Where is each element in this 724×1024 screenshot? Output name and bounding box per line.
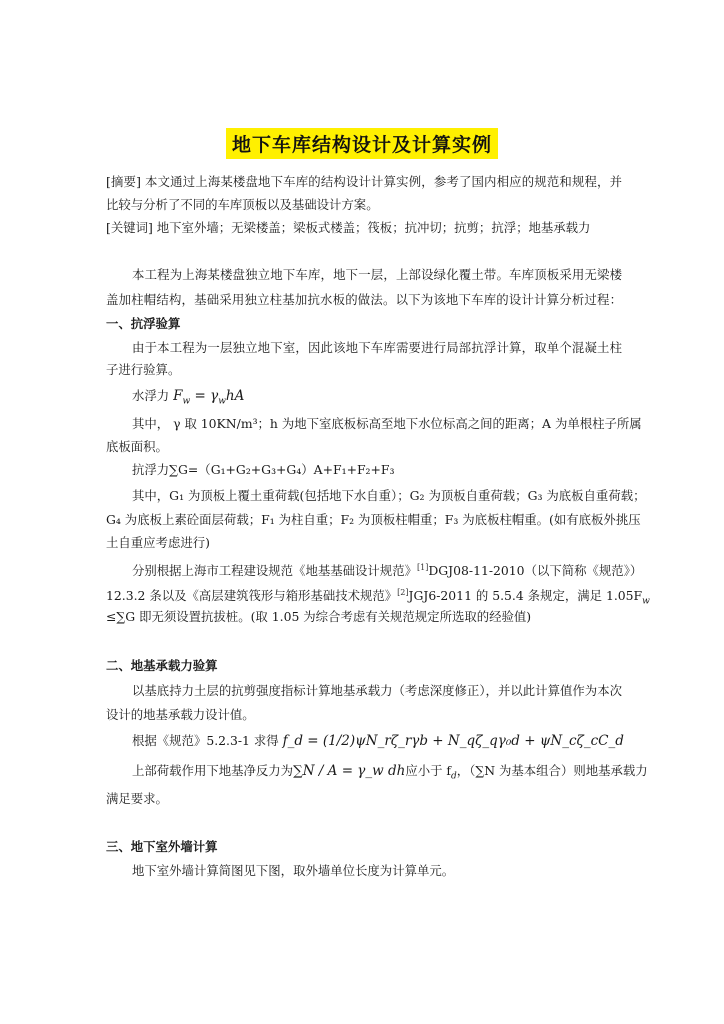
sec1-paragraph-line-1: 由于本工程为一层独立地下室，因此该地下车库需要进行局部抗浮计算，取单个混凝土柱 [132,340,622,355]
sec1-paragraph-line-2: 子进行验算。 [106,362,181,377]
intro-line-1: 本工程为上海某楼盘独立地下车库，地下一层，上部设绿化覆土带。车库顶板采用无梁楼 [132,267,622,282]
section-2-heading: 二、地基承载力验算 [106,658,218,673]
code-sub-w: w [642,596,650,607]
buoyancy-rhs: hA [225,388,245,404]
bearing-formula: f_d = (1/2)ψN_rζ_rγb + N_qζ_qγ₀d + ψN_cζ_cC_d [282,733,624,749]
reaction-sub-d: d [451,771,457,782]
code-text-d: JGJ6-2011 的 5.5.4 条规定，满足 1.05F [408,588,643,604]
where1-line-1: 其中， γ 取 10KN/m³；h 为地下室底板标高至地下水位标高之间的距离；A 为单根柱子所属 [132,416,642,431]
keywords: [关键词] 地下室外墙；无梁楼盖；梁板式楼盖；筏板；抗冲切；抗剪；抗浮；地基承载力 [106,220,591,235]
where2-line-2: G₄ 为底板上素砼面层荷载；F₁ 为柱自重；F₂ 为顶板柱帽重；F₃ 为底板柱帽重。(如有底板外挑压 [106,512,641,527]
abstract-line-1: [摘要] 本文通过上海某楼盘地下车库的结构设计计算实例，参考了国内相应的规范和规程，并 [106,174,622,189]
reaction-line-2: 满足要求。 [106,791,168,806]
sec2-paragraph-line-2: 设计的地基承载力设计值。 [106,707,255,722]
reaction-text-b: 应小于 f [405,763,452,778]
code-line-2 [106,585,650,610]
buoyancy-lhs: F [173,388,183,404]
section-3-heading: 三、地下室外墙计算 [106,839,218,854]
anti-buoyancy-formula: 抗浮力∑G=（G₁+G₂+G₃+G₄）A+F₁+F₂+F₃ [132,462,395,477]
where2-line-3: 土自重应考虑进行) [106,535,210,550]
code-line-1 [132,560,643,579]
reaction-line-1 [132,763,648,784]
code-text-a: 分别根据上海市工程建设规范《地基基础设计规范》 [132,563,417,579]
buoyancy-formula [132,388,648,409]
code-text-b: DGJ08-11-2010（以下简称《规范》） [428,563,643,579]
bearing-formula-label: 根据《规范》5.2.3-1 求得 [132,733,279,748]
bearing-formula-line [132,733,648,749]
title-block [0,128,724,159]
code-line-3: ≤∑G 即无须设置抗拔桩。(取 1.05 为综合考虑有关规范规定所选取的经验值) [106,609,532,624]
buoyancy-lhs-sub: w [182,396,191,407]
section-1-heading: 一、抗浮验算 [106,316,181,331]
sec3-paragraph: 地下室外墙计算简图见下图，取外墙单位长度为计算单元。 [132,863,455,878]
reaction-text-a: 上部荷载作用下地基净反力为 [132,763,294,778]
reaction-text-c: ，（∑N 为基本组合）则地基承载力 [456,763,648,778]
intro-line-2: 盖加柱帽结构，基础采用独立柱基加抗水板的做法。以下为该地下车库的设计计算分析过程： [106,292,622,307]
where2-line-1: 其中，G₁ 为顶板上覆土重荷载(包括地下水自重）；G₂ 为顶板自重荷载；G₃ 为底板自重荷载； [132,488,646,503]
abstract-line-2: 比较与分析了不同的车库顶板以及基础设计方案。 [106,197,379,212]
buoyancy-label: 水浮力 [132,388,170,403]
reference-1: [1] [416,563,429,572]
where1-line-2: 底板面积。 [106,439,168,454]
sec2-paragraph-line-1: 以基底持力土层的抗剪强度指标计算地基承载力（考虑深度修正），并以此计算值作为本次 [132,683,622,698]
buoyancy-eq-sub: w [218,396,226,407]
buoyancy-eq: = γ [190,388,219,404]
reaction-formula: ∑N / A = γ_w dh [293,763,406,779]
document-title: 地下车库结构设计及计算实例 [226,128,498,159]
code-text-c: 12.3.2 条以及《高层建筑筏形与箱形基础技术规范》 [106,588,398,604]
reference-2: [2] [397,588,409,597]
